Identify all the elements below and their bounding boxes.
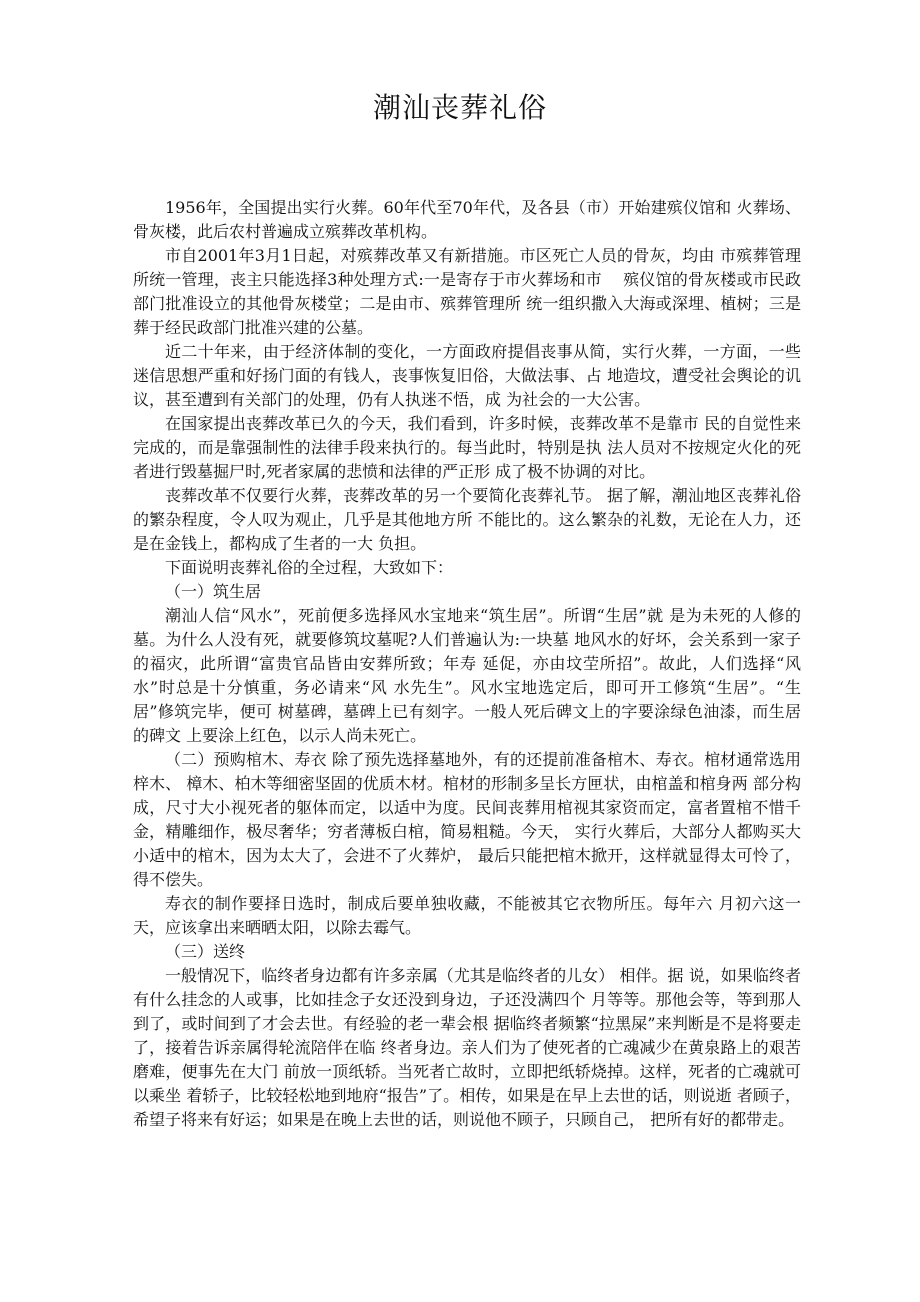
paragraph-7: 潮汕人信“风水”，死前便多选择风水宝地来“筑生居”。所谓“生居”就 是为未死的人修的墓。为什么人没有死，就要修筑坟墓呢?人们普遍认为:一块墓 地风水的好坏，会关系到一家子的福灾，此所谓“富贵官品皆由安葬所致；年寿 延促，亦由坟茔所招”。故此，人们选择“风水”时总是十分慎重，务必请来“风 水先生”。风水宝地选定后，即可开工修筑“生居”。“生居”修筑完毕，便可 树墓碑，墓碑上已有刻字。一般人死后碑文上的字要涂绿色油漆，而生居的碑文 上要涂上红色，以示人尚未死亡。: [133, 606, 801, 745]
section-heading-3: （三）送终: [165, 942, 246, 961]
document-title: 潮汕丧葬礼俗: [372, 91, 547, 124]
paragraph-9: 寿衣的制作要择日选时，制成后要单独收藏，不能被其它衣物所压。每年六 月初六这一天，应该拿出来晒晒太阳，以除去霉气。: [133, 894, 801, 937]
paragraph-2: 市自2001年3月1日起，对殡葬改革又有新措施。市区死亡人员的骨灰，均由 市殡葬管理所统一管理，丧主只能选择3种处理方式:一是寄存于市火葬场和市 殡仪馆的骨灰楼或市民政部门批准设立的其他骨灰楼堂；二是由市、殡葬管理所 统一组织撒入大海或深埋、植树；三是葬于经民政部门批准兴建的公墓。: [133, 246, 801, 337]
paragraph-8: （二）预购棺木、寿衣 除了预先选择墓地外，有的还提前准备棺木、寿衣。棺材通常选用梓木、 樟木、柏木等细密坚固的优质木材。棺材的形制多呈长方匣状，由棺盖和棺身两 部分构成，尺寸大小视死者的躯体而定，以适中为度。民间丧葬用棺视其家资而定，富者置棺不惜千金，精雕细作，极尽奢华；穷者薄板白棺，简易粗糙。今天， 实行火葬后，大部分人都购买大小适中的棺木，因为太大了，会进不了火葬炉， 最后只能把棺木掀开，这样就显得太可怜了，得不偿失。: [133, 750, 801, 889]
document-body: [133, 196, 801, 1132]
paragraph-4: 在国家提出丧葬改革已久的今天，我们看到，许多时候，丧葬改革不是靠市 民的自觉性来完成的，而是靠强制性的法律手段来执行的。每当此时，特别是执 法人员对不按规定火化的死者进行毁墓掘尸时,死者家属的悲愤和法律的严正形 成了极不协调的对比。: [133, 414, 801, 481]
paragraph-5: 丧葬改革不仅要行火葬，丧葬改革的另一个要简化丧葬礼节。 据了解，潮汕地区丧葬礼俗的繁杂程度，令人叹为观止，几乎是其他地方所 不能比的。这么繁杂的礼数，无论在人力，还是在金钱上，都构成了生者的一大 负担。: [133, 486, 801, 553]
paragraph-10: 一般情况下，临终者身边都有许多亲属（尤其是临终者的儿女） 相伴。据 说，如果临终者有什么挂念的人或事，比如挂念子女还没到身边，子还没满四个 月等等。那他会等，等到那人到了，或时间到了才会去世。有经验的老一辈会根 据临终者频繁“拉黑屎”来判断是不是将要走了，接着告诉亲属得轮流陪伴在临 终者身边。亲人们为了使死者的亡魂减少在黄泉路上的艰苦磨难，便事先在大门 前放一顶纸轿。当死者亡故时，立即把纸轿烧掉。这样，死者的亡魂就可以乘坐 着轿子，比较轻松地到地府“报告”了。相传，如果是在早上去世的话，则说逝 者顾子，希望子将来有好运；如果是在晚上去世的话，则说他不顾子，只顾自己， 把所有好的都带走。: [133, 966, 801, 1129]
paragraph-1: 1956年，全国提出实行火葬。60年代至70年代，及各县（市）开始建殡仪馆和 火葬场、骨灰楼，此后农村普遍成立殡葬改革机构。: [133, 198, 801, 241]
paragraph-3: 近二十年来，由于经济体制的变化，一方面政府提倡丧事从简，实行火葬，一方面，一些迷信思想严重和好扬门面的有钱人，丧事恢复旧俗，大做法事、占 地造坟，遭受社会舆论的讥议，甚至遭到有关部门的处理，仍有人执迷不悟，成 为社会的一大公害。: [133, 342, 801, 409]
section-heading-1: （一）筑生居: [165, 582, 262, 601]
paragraph-6: 下面说明丧葬礼俗的全过程，大致如下：: [165, 558, 454, 577]
